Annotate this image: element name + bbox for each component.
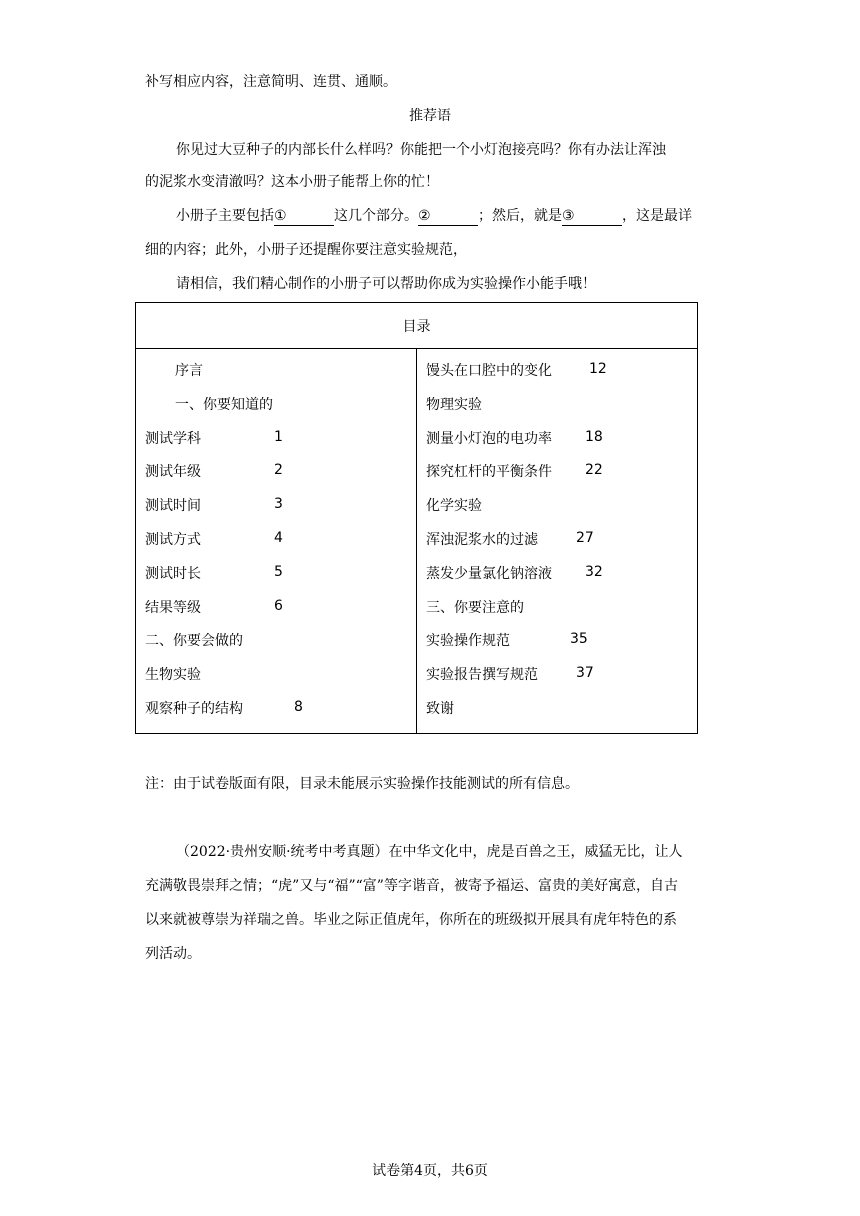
toc-page-left-10: 8: [294, 699, 303, 715]
toc-title: 目录: [136, 303, 698, 349]
toc-entry-right-6: 蒸发少量氯化钠溶液: [426, 565, 552, 582]
question-line1: （2022·贵州安顺·统考中考真题）在中华文化中，虎是百兽之王，威猛无比，让人: [176, 844, 683, 860]
question-line2: 充满敬畏崇拜之情；“虎”又与“福”“富”等字谐音，被寄予福运、富贵的美好寓意，自古: [145, 878, 678, 894]
toc-entry-left-7: 结果等级: [145, 599, 201, 616]
toc-page-right-8: 35: [570, 631, 588, 648]
toc-entry-right-3: 探究杠杆的平衡条件: [426, 464, 552, 481]
toc-right-column: [417, 349, 698, 734]
p2-text-c: ；然后，就是: [478, 208, 562, 224]
toc-entry-left-6: 测试时长: [145, 565, 201, 582]
toc-entry-left-9: 生物实验: [145, 667, 201, 684]
blank-1-marker: ①: [274, 208, 287, 224]
p2-text-d: ，这是最详: [622, 208, 692, 224]
toc-entry-right-2: 测量小灯泡的电功率: [426, 430, 552, 447]
toc-table: [135, 302, 698, 734]
toc-page-right-3: 22: [585, 462, 603, 479]
toc-page-right-5: 27: [576, 530, 594, 546]
note: 注：由于试卷版面有限，目录未能展示实验操作技能测试的所有信息。: [145, 776, 579, 792]
p2-text-b: 这几个部分。: [334, 208, 418, 224]
recommend-p2-line1: [176, 206, 692, 226]
page-footer: 试卷第4页，共6页: [372, 1163, 488, 1179]
question-line4: 列活动。: [145, 946, 201, 962]
toc-entry-left-4: 测试时间: [145, 498, 201, 515]
recommend-p1-line2: 的泥浆水变清澈吗？这本小册子能帮上你的忙！: [145, 174, 439, 190]
toc-entry-left-2: 测试学科: [145, 430, 201, 447]
question-line3: 以来就被尊崇为祥瑞之兽。毕业之际正值虎年，你所在的班级拟开展具有虎年特色的系: [145, 912, 677, 928]
recommend-heading: 推荐语: [409, 108, 451, 124]
p2-text-a: 小册子主要包括: [176, 208, 274, 224]
toc-entry-right-7: 三、你要注意的: [426, 599, 524, 616]
toc-entry-left-5: 测试方式: [145, 532, 201, 548]
toc-page-right-9: 37: [576, 665, 594, 682]
blank-2[interactable]: [418, 207, 478, 226]
toc-page-left-7: 6: [274, 597, 283, 614]
toc-page-left-4: 3: [274, 496, 283, 513]
toc-entry-left-0: 序言: [175, 363, 203, 379]
toc-entry-right-0: 馒头在口腔中的变化: [426, 363, 552, 379]
recommend-p1-line1: 你见过大豆种子的内部长什么样吗？你能把一个小灯泡接亮吗？你有办法让浑浊: [176, 142, 666, 158]
toc-entry-right-8: 实验操作规范: [426, 633, 510, 650]
toc-entry-left-8: 二、你要会做的: [145, 633, 243, 650]
toc-page-left-2: 1: [274, 428, 283, 445]
recommend-p2-line2: 细的内容；此外，小册子还提醒你要注意实验规范，: [145, 242, 467, 258]
toc-page-left-5: 4: [274, 530, 283, 546]
toc-page-right-2: 18: [585, 428, 603, 445]
toc-entry-right-5: 浑浊泥浆水的过滤: [426, 532, 538, 548]
intro-line: 补写相应内容，注意简明、连贯、通顺。: [145, 74, 397, 90]
blank-3[interactable]: [562, 207, 622, 226]
toc-page-left-3: 2: [274, 462, 283, 479]
toc-page-right-0: 12: [589, 361, 607, 377]
toc-entry-right-4: 化学实验: [426, 498, 482, 515]
toc-left-column: [136, 349, 417, 734]
blank-3-marker: ③: [562, 208, 575, 224]
toc-entry-left-3: 测试年级: [145, 464, 201, 481]
blank-1[interactable]: [274, 207, 334, 226]
blank-2-marker: ②: [418, 208, 431, 224]
toc-entry-right-9: 实验报告撰写规范: [426, 667, 538, 684]
toc-entry-right-1: 物理实验: [426, 396, 482, 413]
toc-entry-right-10: 致谢: [426, 701, 454, 717]
recommend-p3: 请相信，我们精心制作的小册子可以帮助你成为实验操作小能手哦！: [176, 276, 596, 292]
toc-page-right-6: 32: [585, 563, 603, 580]
toc-entry-left-10: 观察种子的结构: [145, 701, 243, 717]
toc-page-left-6: 5: [274, 563, 283, 580]
toc-entry-left-1: 一、你要知道的: [175, 396, 273, 413]
